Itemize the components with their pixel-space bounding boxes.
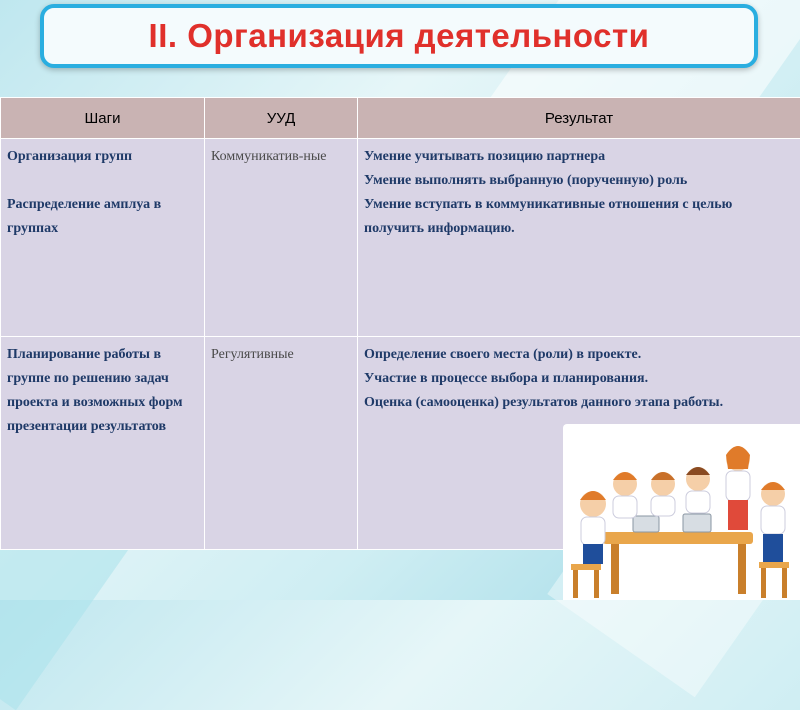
table-header-row xyxy=(1,98,800,139)
title-banner xyxy=(40,4,758,68)
result-line: Оценка (самооценка) результатов данного этапа работы. xyxy=(364,391,794,415)
page-title: II. Организация деятельности xyxy=(149,17,650,55)
result-line: Определение своего места (роли) в проекте. xyxy=(364,343,794,367)
uud-cell: Коммуникатив-ные xyxy=(205,139,358,337)
group-work-illustration xyxy=(563,424,800,600)
result-line: Участие в процессе выбора и планирования. xyxy=(364,367,794,391)
header-result: Результат xyxy=(358,98,800,139)
header-steps: Шаги xyxy=(1,98,205,139)
uud-cell: Регулятивные xyxy=(205,337,358,550)
result-line: Умение учитывать позицию партнера xyxy=(364,145,794,169)
result-line: Умение выполнять выбранную (порученную) роль xyxy=(364,169,794,193)
step-cell xyxy=(1,337,205,550)
step-cell xyxy=(1,139,205,337)
step-line: Планирование работы в группе по решению задач проекта и возможных форм презентации результатов xyxy=(7,343,198,439)
children-at-table-image xyxy=(563,424,800,600)
step-line: Распределение амплуа в группах xyxy=(7,193,198,241)
table-row xyxy=(1,139,800,337)
header-uud: УУД xyxy=(205,98,358,139)
result-line: Умение вступать в коммуникативные отношения с целью получить информацию. xyxy=(364,193,794,241)
result-cell xyxy=(358,139,800,337)
step-line: Организация групп xyxy=(7,145,198,169)
